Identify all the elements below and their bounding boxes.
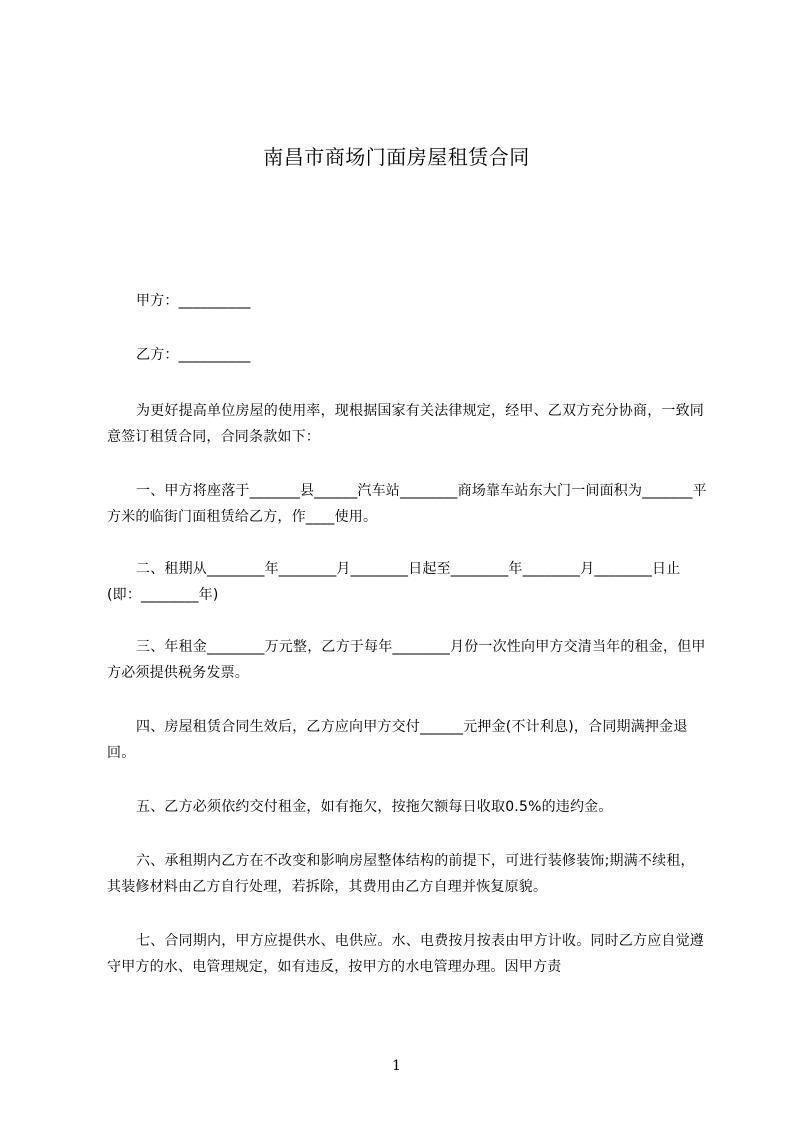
party-a-line: 甲方：__________ (136, 293, 251, 309)
clause-3: 三、年租金________万元整，乙方于每年________月份一次性向甲方交清当年的租金，但甲方必须提供税务发票。 (107, 639, 706, 681)
clause-1: 一、甲方将座落于_______县______汽车站________商场靠车站东大门一间面积为_______平方米的临街门面租赁给乙方，作____使用。 (107, 483, 707, 525)
party-b-line: 乙方：__________ (136, 347, 251, 363)
document-title: 南昌市商场门面房屋租赁合同 (263, 145, 530, 169)
page-number: 1 (392, 1058, 401, 1074)
preamble-paragraph: 为更好提高单位房屋的使用率，现根据国家有关法律规定，经甲、乙双方充分协商，一致同意签订租赁合同，合同条款如下： (107, 403, 704, 445)
clause-7: 七、合同期内，甲方应提供水、电供应。水、电费按月按表由甲方计收。同时乙方应自觉遵守甲方的水、电管理规定，如有违反，按甲方的水电管理办理。因甲方责 (107, 933, 704, 975)
clause-6: 六、承租期内乙方在不改变和影响房屋整体结构的前提下，可进行装修装饰;期满不续租，其装修材料由乙方自行处理，若拆除，其费用由乙方自理并恢复原貌。 (107, 853, 695, 895)
clause-4: 四、房屋租赁合同生效后，乙方应向甲方交付______元押金(不计利息)，合同期满押金退回。 (107, 719, 688, 761)
clause-2: 二、租期从________年________月________日起至________年________月________日止(即：________年) (107, 561, 681, 603)
clause-5: 五、乙方必须依约交付租金，如有拖欠，按拖欠额每日收取0.5%的违约金。 (136, 799, 613, 815)
